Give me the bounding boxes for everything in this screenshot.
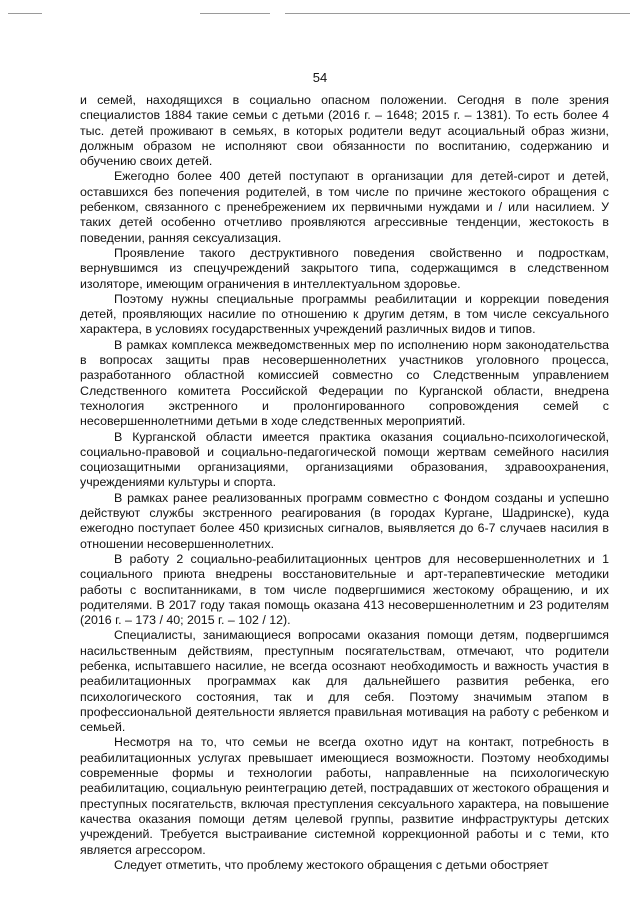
paragraph-2: Ежегодно более 400 детей поступают в организации для детей-сирот и детей, оставшихся без попечения родителей, в том числе по причине жестокого обращения с ребенком, связанного с пренебрежением их первичными нуждами и / или насилием. У таких детей особенно отчетливо проявляются агрессивные тенденции, жестокость в поведении, ранняя сексуализация. (80, 169, 609, 245)
paragraph-11: Следует отметить, что проблему жестокого обращения с детьми обостряет (114, 857, 549, 872)
paragraph-6: В Курганской области имеется практика оказания социально-психологической, социально-правовой и социально-педагогической помощи жертвам семейного насилия социозащитными организациями, организациями образования, здравоохранения, учреждениями культуры и спорта. (80, 429, 609, 490)
paragraph-3: Проявление такого деструктивного поведения свойственно и подросткам, вернувшимся из спецучреждений закрытого типа, содержащимся в следственном изоляторе, имеющим ограничения в интеллектуальном здоровье. (80, 245, 609, 291)
scan-top-rule-left (8, 13, 42, 14)
page-number: 54 (312, 70, 328, 85)
paragraph-7: В рамках ранее реализованных программ совместно с Фондом созданы и успешно действуют службы экстренного реагирования (в городах Кургане, Шадринске), куда ежегодно поступает более 450 кризисных сигналов, выявляется до 6-7 случаев насилия в отношении несовершеннолетних. (80, 490, 609, 551)
paragraph-10: Несмотря на то, что семьи не всегда охотно идут на контакт, потребность в реабилитационных услугах превышает имеющиеся возможности. Поэтому необходимы современные формы и технологии работы, направленные на психологическую реабилитацию, социальную реинтеграцию детей, пострадавших от жестокого обращения и преступных посягательств, включая преступления сексуального характера, на повышение качества оказания помощи детям целевой группы, развитие инфраструктуры детских учреждений. Требуется выстраивание системной коррекционной работы и с теми, кто является агрессором. (80, 735, 609, 857)
scan-top-rule-center (200, 13, 270, 14)
paragraph-5: В рамках комплекса межведомственных мер по исполнению норм законодательства в вопросах защиты прав несовершеннолетних участников уголовного процесса, разработанного областной комиссией совместно со Следственным управлением Следственного комитета Российской Федерации по Курганской области, внедрена технология экстренного и пролонгированного сопровождения семей с несовершеннолетними детьми в ходе следственных мероприятий. (80, 337, 609, 429)
page-body (80, 93, 609, 873)
paragraph-4: Поэтому нужны специальные программы реабилитации и коррекции поведения детей, проявляющих насилие по отношению к другим детям, в том числе сексуального характера, в условиях государственных учреждений различных видов и типов. (80, 291, 609, 337)
paragraph-8: В работу 2 социально-реабилитационных центров для несовершеннолетних и 1 социального приюта внедрены восстановительные и арт-терапевтические методики работы с воспитанниками, в том числе подвергшимися жестокому обращению, и их родителями. В 2017 году такая помощь оказана 413 несовершеннолетним и 23 родителям (2016 г. – 173 / 40; 2015 г. – 102 / 12). (80, 551, 609, 628)
scan-top-rule-right (285, 13, 630, 14)
paragraph-1: и семей, находящихся в социально опасном положении. Сегодня в поле зрения специалистов 1884 такие семьи с детьми (2016 г. – 1648; 2015 г. – 1381). То есть более 4 тыс. детей проживают в семьях, в которых родители ведут асоциальный образ жизни, должным образом не исполняют свои обязанности по воспитанию, содержанию и обучению своих детей. (80, 93, 609, 169)
paragraph-9: Специалисты, занимающиеся вопросами оказания помощи детям, подвергшимся насильственным действиям, преступным посягательствам, отмечают, что родители ребенка, испытавшего насилие, не всегда осознают необходимость и важность участия в реабилитационных программах как для дальнейшего развития ребенка, его психологического состояния, так и для себя. Поэтому значимым этапом в профессиональной деятельности является правильная мотивация на работу с ребенком и семьей. (80, 628, 609, 735)
